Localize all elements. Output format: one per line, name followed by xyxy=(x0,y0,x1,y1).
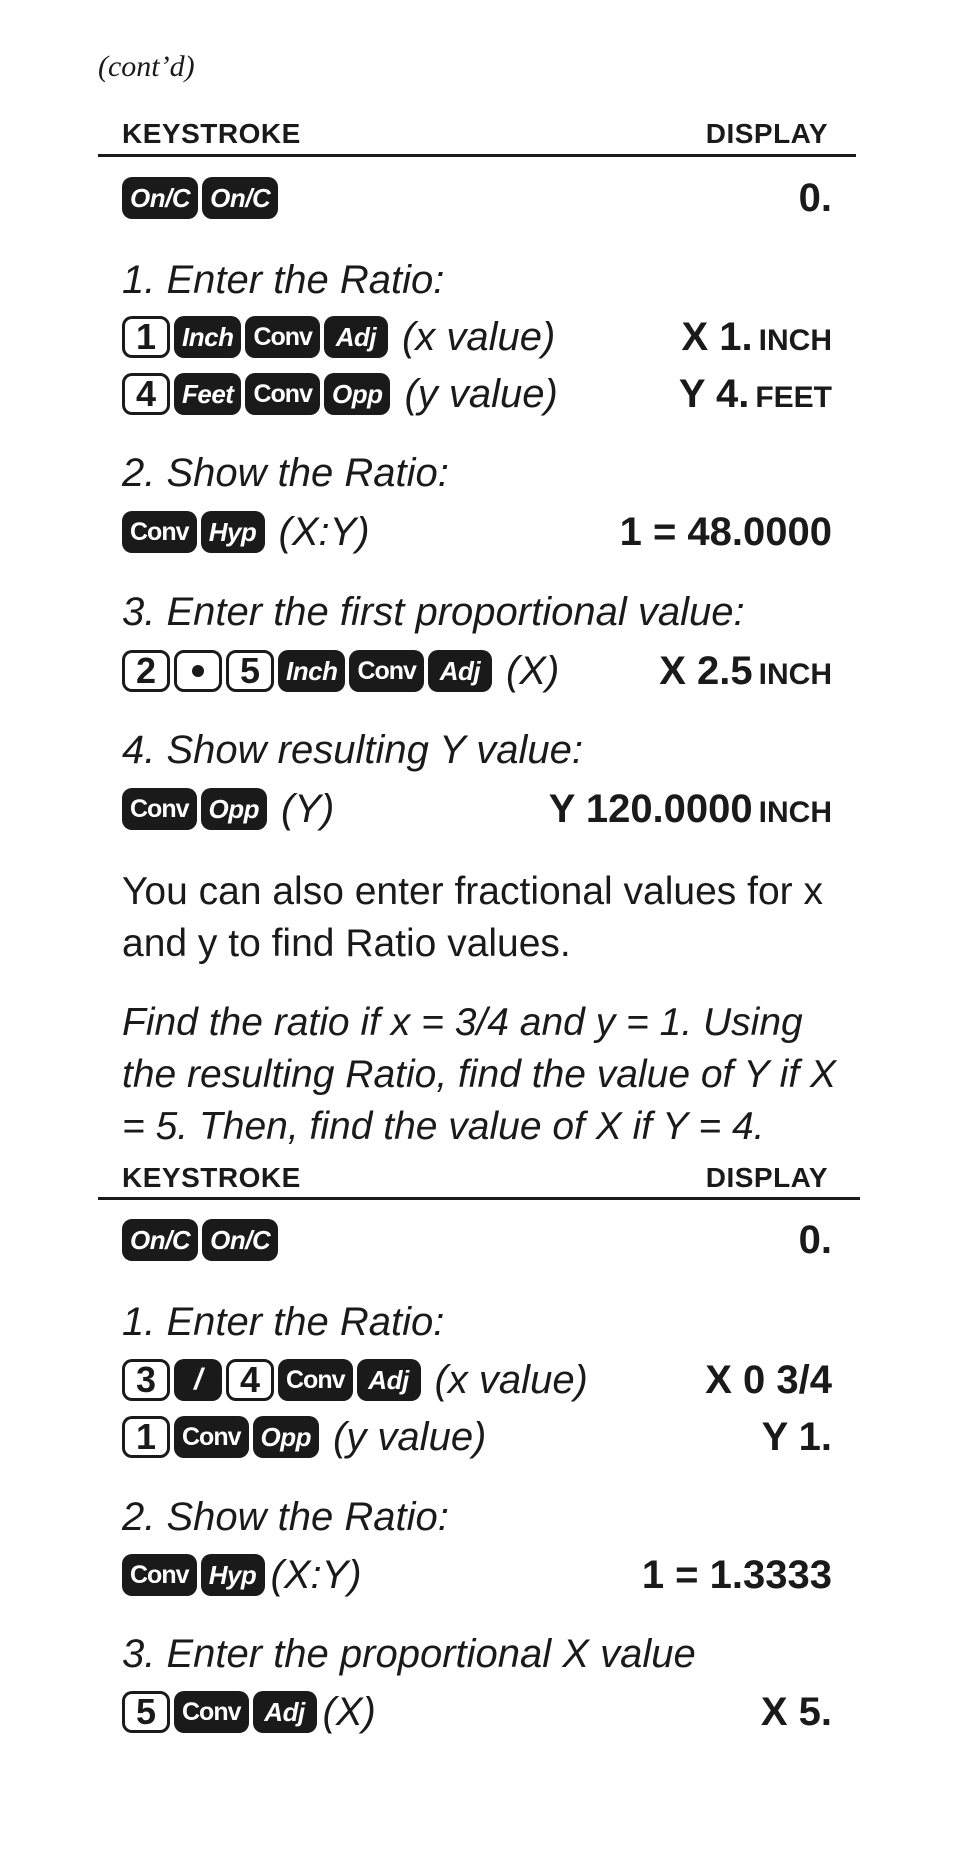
digit-5-key: 5 xyxy=(122,1691,170,1733)
keystroke-sequence xyxy=(122,177,278,219)
display-header: DISPLAY xyxy=(705,118,828,149)
adj-key: Adj xyxy=(428,650,492,692)
opp-key: Opp xyxy=(253,1416,320,1458)
keystroke-note: (Y) xyxy=(281,786,335,831)
conv-key: Conv xyxy=(278,1359,353,1401)
display-value: 1 = 48.0000 xyxy=(619,509,832,554)
display-unit: FEET xyxy=(755,380,832,414)
step-title: 2. Show the Ratio: xyxy=(122,451,449,495)
digit-4-key: 4 xyxy=(226,1359,274,1401)
digit-5-key: 5 xyxy=(226,650,274,692)
step-title: 1. Enter the Ratio: xyxy=(122,258,445,302)
table-header xyxy=(122,118,828,150)
keystroke-sequence xyxy=(122,373,390,415)
keystroke-sequence xyxy=(122,1416,319,1458)
digit-3-key: 3 xyxy=(122,1359,170,1401)
conv-key: Conv xyxy=(122,1554,197,1596)
adj-key: Adj xyxy=(324,316,388,358)
display-unit: INCH xyxy=(758,795,832,829)
header-rule xyxy=(98,154,856,157)
display-value: X 2.5 INCH xyxy=(659,648,832,693)
step-title: 3. Enter the first proportional value: xyxy=(122,590,745,634)
digit-2-key: 2 xyxy=(122,650,170,692)
keystroke-sequence xyxy=(122,511,265,553)
header-rule xyxy=(98,1197,860,1200)
keystroke-row xyxy=(122,313,832,361)
decimal-point-icon xyxy=(192,665,204,677)
on-c-key: On/C xyxy=(202,1219,278,1261)
table-header xyxy=(122,1162,828,1194)
conv-key: Conv xyxy=(122,511,197,553)
digit-1-key: 1 xyxy=(122,1416,170,1458)
conv-key: Conv xyxy=(245,373,320,415)
keystroke-sequence xyxy=(122,1691,317,1733)
digit-4-key: 4 xyxy=(122,373,170,415)
on-c-key: On/C xyxy=(202,177,278,219)
display-header: DISPLAY xyxy=(705,1162,828,1193)
clear-row xyxy=(122,174,832,222)
conv-key: Conv xyxy=(349,650,424,692)
example-problem: Find the ratio if x = 3/4 and y = 1. Using the resulting Ratio, find the value of Y if X = 5. Then, find the value of X if Y = 4. xyxy=(122,1001,836,1148)
display-value: Y 1. xyxy=(761,1414,832,1459)
conv-key: Conv xyxy=(245,316,320,358)
keystroke-header: KEYSTROKE xyxy=(122,118,301,149)
digit-1-key: 1 xyxy=(122,316,170,358)
on-c-key: On/C xyxy=(122,177,198,219)
keystroke-sequence xyxy=(122,788,267,830)
clear-row xyxy=(122,1216,832,1264)
decimal-point-key xyxy=(174,650,222,692)
keystroke-row xyxy=(122,1356,832,1404)
keystroke-row xyxy=(122,370,832,418)
opp-key: Opp xyxy=(324,373,391,415)
keystroke-row xyxy=(122,1413,832,1461)
display-value: Y 4. FEET xyxy=(678,371,832,416)
keystroke-sequence xyxy=(122,1554,265,1596)
step-title: 4. Show resulting Y value: xyxy=(122,728,584,772)
keystroke-row xyxy=(122,785,832,833)
on-c-key: On/C xyxy=(122,1219,198,1261)
step-title: 2. Show the Ratio: xyxy=(122,1495,449,1539)
conv-key: Conv xyxy=(174,1691,249,1733)
opp-key: Opp xyxy=(201,788,268,830)
keystroke-row xyxy=(122,508,832,556)
keystroke-sequence xyxy=(122,316,388,358)
keystroke-row xyxy=(122,1551,832,1599)
hyp-key: Hyp xyxy=(201,511,265,553)
keystroke-note: (X) xyxy=(322,1689,376,1734)
inch-key: Inch xyxy=(278,650,345,692)
display-unit: INCH xyxy=(758,323,832,357)
hyp-key: Hyp xyxy=(201,1554,265,1596)
keystroke-row xyxy=(122,1688,832,1736)
display-value: 1 = 1.3333 xyxy=(641,1552,832,1597)
keystroke-sequence xyxy=(122,1359,421,1401)
keystroke-note: (y value) xyxy=(333,1414,487,1459)
step-title: 1. Enter the Ratio: xyxy=(122,1300,445,1344)
keystroke-note: (x value) xyxy=(434,1357,588,1402)
keystroke-header: KEYSTROKE xyxy=(122,1162,301,1193)
conv-key: Conv xyxy=(174,1416,249,1458)
display-unit: INCH xyxy=(758,657,832,691)
keystroke-note: (X) xyxy=(505,648,560,693)
keystroke-note: (x value) xyxy=(401,314,556,359)
display-value: Y 120.0000 INCH xyxy=(548,786,832,831)
display-value: 0. xyxy=(798,1217,832,1262)
inch-key: Inch xyxy=(174,316,241,358)
keystroke-sequence xyxy=(122,650,492,692)
keystroke-note: (X:Y) xyxy=(270,1552,362,1597)
conv-key: Conv xyxy=(122,788,197,830)
display-value: X 5. xyxy=(760,1689,832,1734)
display-value: X 0 3/4 xyxy=(705,1357,832,1402)
display-value: X 1. INCH xyxy=(681,314,832,359)
keystroke-note: (X:Y) xyxy=(278,509,370,554)
step-title: 3. Enter the proportional X value xyxy=(122,1632,696,1676)
continued-label: (cont’d) xyxy=(98,50,195,83)
fraction-key: / xyxy=(174,1359,222,1401)
display-value: 0. xyxy=(798,175,832,220)
keystroke-row xyxy=(122,647,832,695)
feet-key: Feet xyxy=(174,373,241,415)
adj-key: Adj xyxy=(253,1691,317,1733)
keystroke-note: (y value) xyxy=(404,371,558,416)
adj-key: Adj xyxy=(357,1359,421,1401)
explanation-paragraph: You can also enter fractional values for x and y to find Ratio values. xyxy=(122,870,823,965)
keystroke-sequence xyxy=(122,1219,278,1261)
